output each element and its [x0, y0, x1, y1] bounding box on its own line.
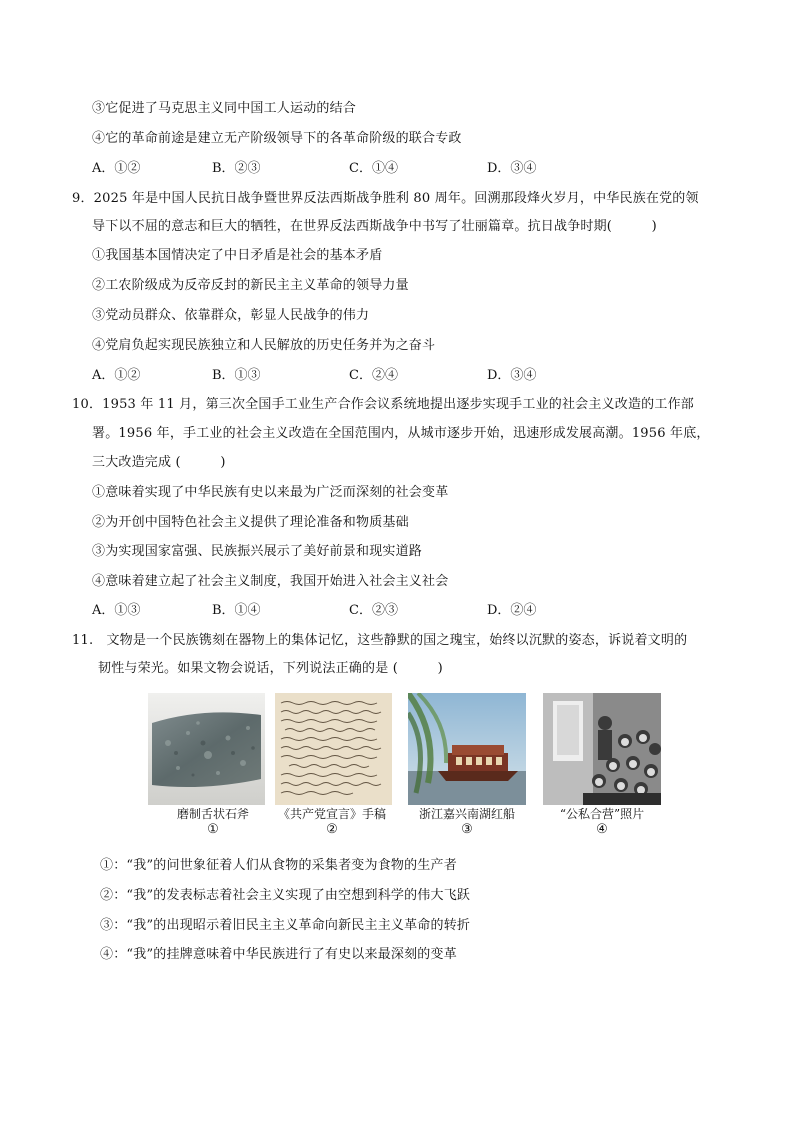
caption-4: “公私合营”照片 [559, 807, 645, 821]
q9-item-3: ③党动员群众、依靠群众，彰显人民战争的伟力 [92, 308, 370, 323]
public-private-photo [543, 693, 661, 805]
q9-item-2: ②工农阶级成为反帝反封的新民主主义革命的领导力量 [92, 278, 409, 293]
q10-options [92, 602, 692, 620]
q8-item-4: ④它的革命前途是建立无产阶级领导下的各革命阶级的联合专政 [92, 131, 462, 146]
q11-stem-line-1: 11. 文物是一个民族镌刻在器物上的集体记忆，这些静默的国之瑰宝，始终以沉默的姿态，诉说着文明的 [72, 633, 688, 648]
q10-option-d[interactable]: D．②④ [487, 603, 537, 618]
q10-item-2: ②为开创中国特色社会主义提供了理论准备和物质基础 [92, 515, 409, 530]
q9-options [92, 367, 692, 385]
q11-item-4: ④：“我”的挂牌意味着中华民族进行了有史以来最深刻的变革 [100, 947, 457, 962]
red-boat-photo [408, 693, 526, 805]
q8-item-3: ③它促进了马克思主义同中国工人运动的结合 [92, 101, 357, 116]
q9-stem-line-1: 9．2025 年是中国人民抗日战争暨世界反法西斯战争胜利 80 周年。回溯那段烽火岁月，中华民族在党的领 [72, 191, 699, 206]
caption-2: 《共产党宣言》手稿 [277, 807, 386, 821]
caption-3: 浙江嘉兴南湖红船 [418, 807, 515, 821]
q9-stem-line-2: 导下以不屈的意志和巨大的牺牲，在世界反法西斯战争中书写了壮丽篇章。抗日战争时期( ) [92, 219, 657, 234]
q9-option-d[interactable]: D．③④ [487, 368, 537, 383]
q10-option-a[interactable]: A．①③ [92, 603, 141, 618]
q8-option-c[interactable]: C．①④ [349, 161, 398, 176]
q9-option-a[interactable]: A．①② [92, 368, 141, 383]
q9-item-1: ①我国基本国情决定了中日矛盾是社会的基本矛盾 [92, 248, 383, 263]
q9-option-c[interactable]: C．②④ [349, 368, 398, 383]
q10-item-3: ③为实现国家富强、民族振兴展示了美好前景和现实道路 [92, 544, 423, 559]
q10-stem-line-1: 10．1953 年 11 月，第三次全国手工业生产合作会议系统地提出逐步实现手工业的社会主义改造的工作部 [72, 397, 694, 412]
manuscript-photo [275, 693, 392, 805]
stone-axe-photo [148, 693, 265, 805]
q9-option-b[interactable]: B．①③ [212, 368, 261, 383]
q11-item-2: ②：“我”的发表标志着社会主义实现了由空想到科学的伟大飞跃 [100, 888, 471, 903]
q11-item-3: ③：“我”的出现昭示着旧民主主义革命向新民主主义革命的转折 [100, 918, 471, 933]
caption-num-2: ② [326, 822, 338, 837]
q10-option-b[interactable]: B．①④ [212, 603, 261, 618]
q8-option-b[interactable]: B．②③ [212, 161, 261, 176]
q10-item-1: ①意味着实现了中华民族有史以来最为广泛而深刻的社会变革 [92, 485, 449, 500]
caption-num-4: ④ [596, 822, 608, 837]
q10-stem-line-3: 三大改造完成 ( ) [92, 455, 226, 470]
q8-options [92, 160, 692, 178]
q10-item-4: ④意味着建立起了社会主义制度，我国开始进入社会主义社会 [92, 574, 449, 589]
q9-item-4: ④党肩负起实现民族独立和人民解放的历史任务并为之奋斗 [92, 338, 436, 353]
q8-option-d[interactable]: D．③④ [487, 161, 537, 176]
q11-item-1: ①：“我”的问世象征着人们从食物的采集者变为食物的生产者 [100, 858, 457, 873]
caption-1: 磨制舌状石斧 [176, 807, 249, 821]
q10-stem-line-2: 署。1956 年，手工业的社会主义改造在全国范围内，从城市逐步开始，迅速形成发展高潮。1956 年底， [92, 426, 710, 441]
caption-num-1: ① [207, 822, 219, 837]
q8-option-a[interactable]: A．①② [92, 161, 141, 176]
q10-option-c[interactable]: C．②③ [349, 603, 398, 618]
caption-num-3: ③ [461, 822, 473, 837]
q11-stem-line-2: 韧性与荣光。如果文物会说话，下列说法正确的是 ( ) [98, 661, 443, 676]
